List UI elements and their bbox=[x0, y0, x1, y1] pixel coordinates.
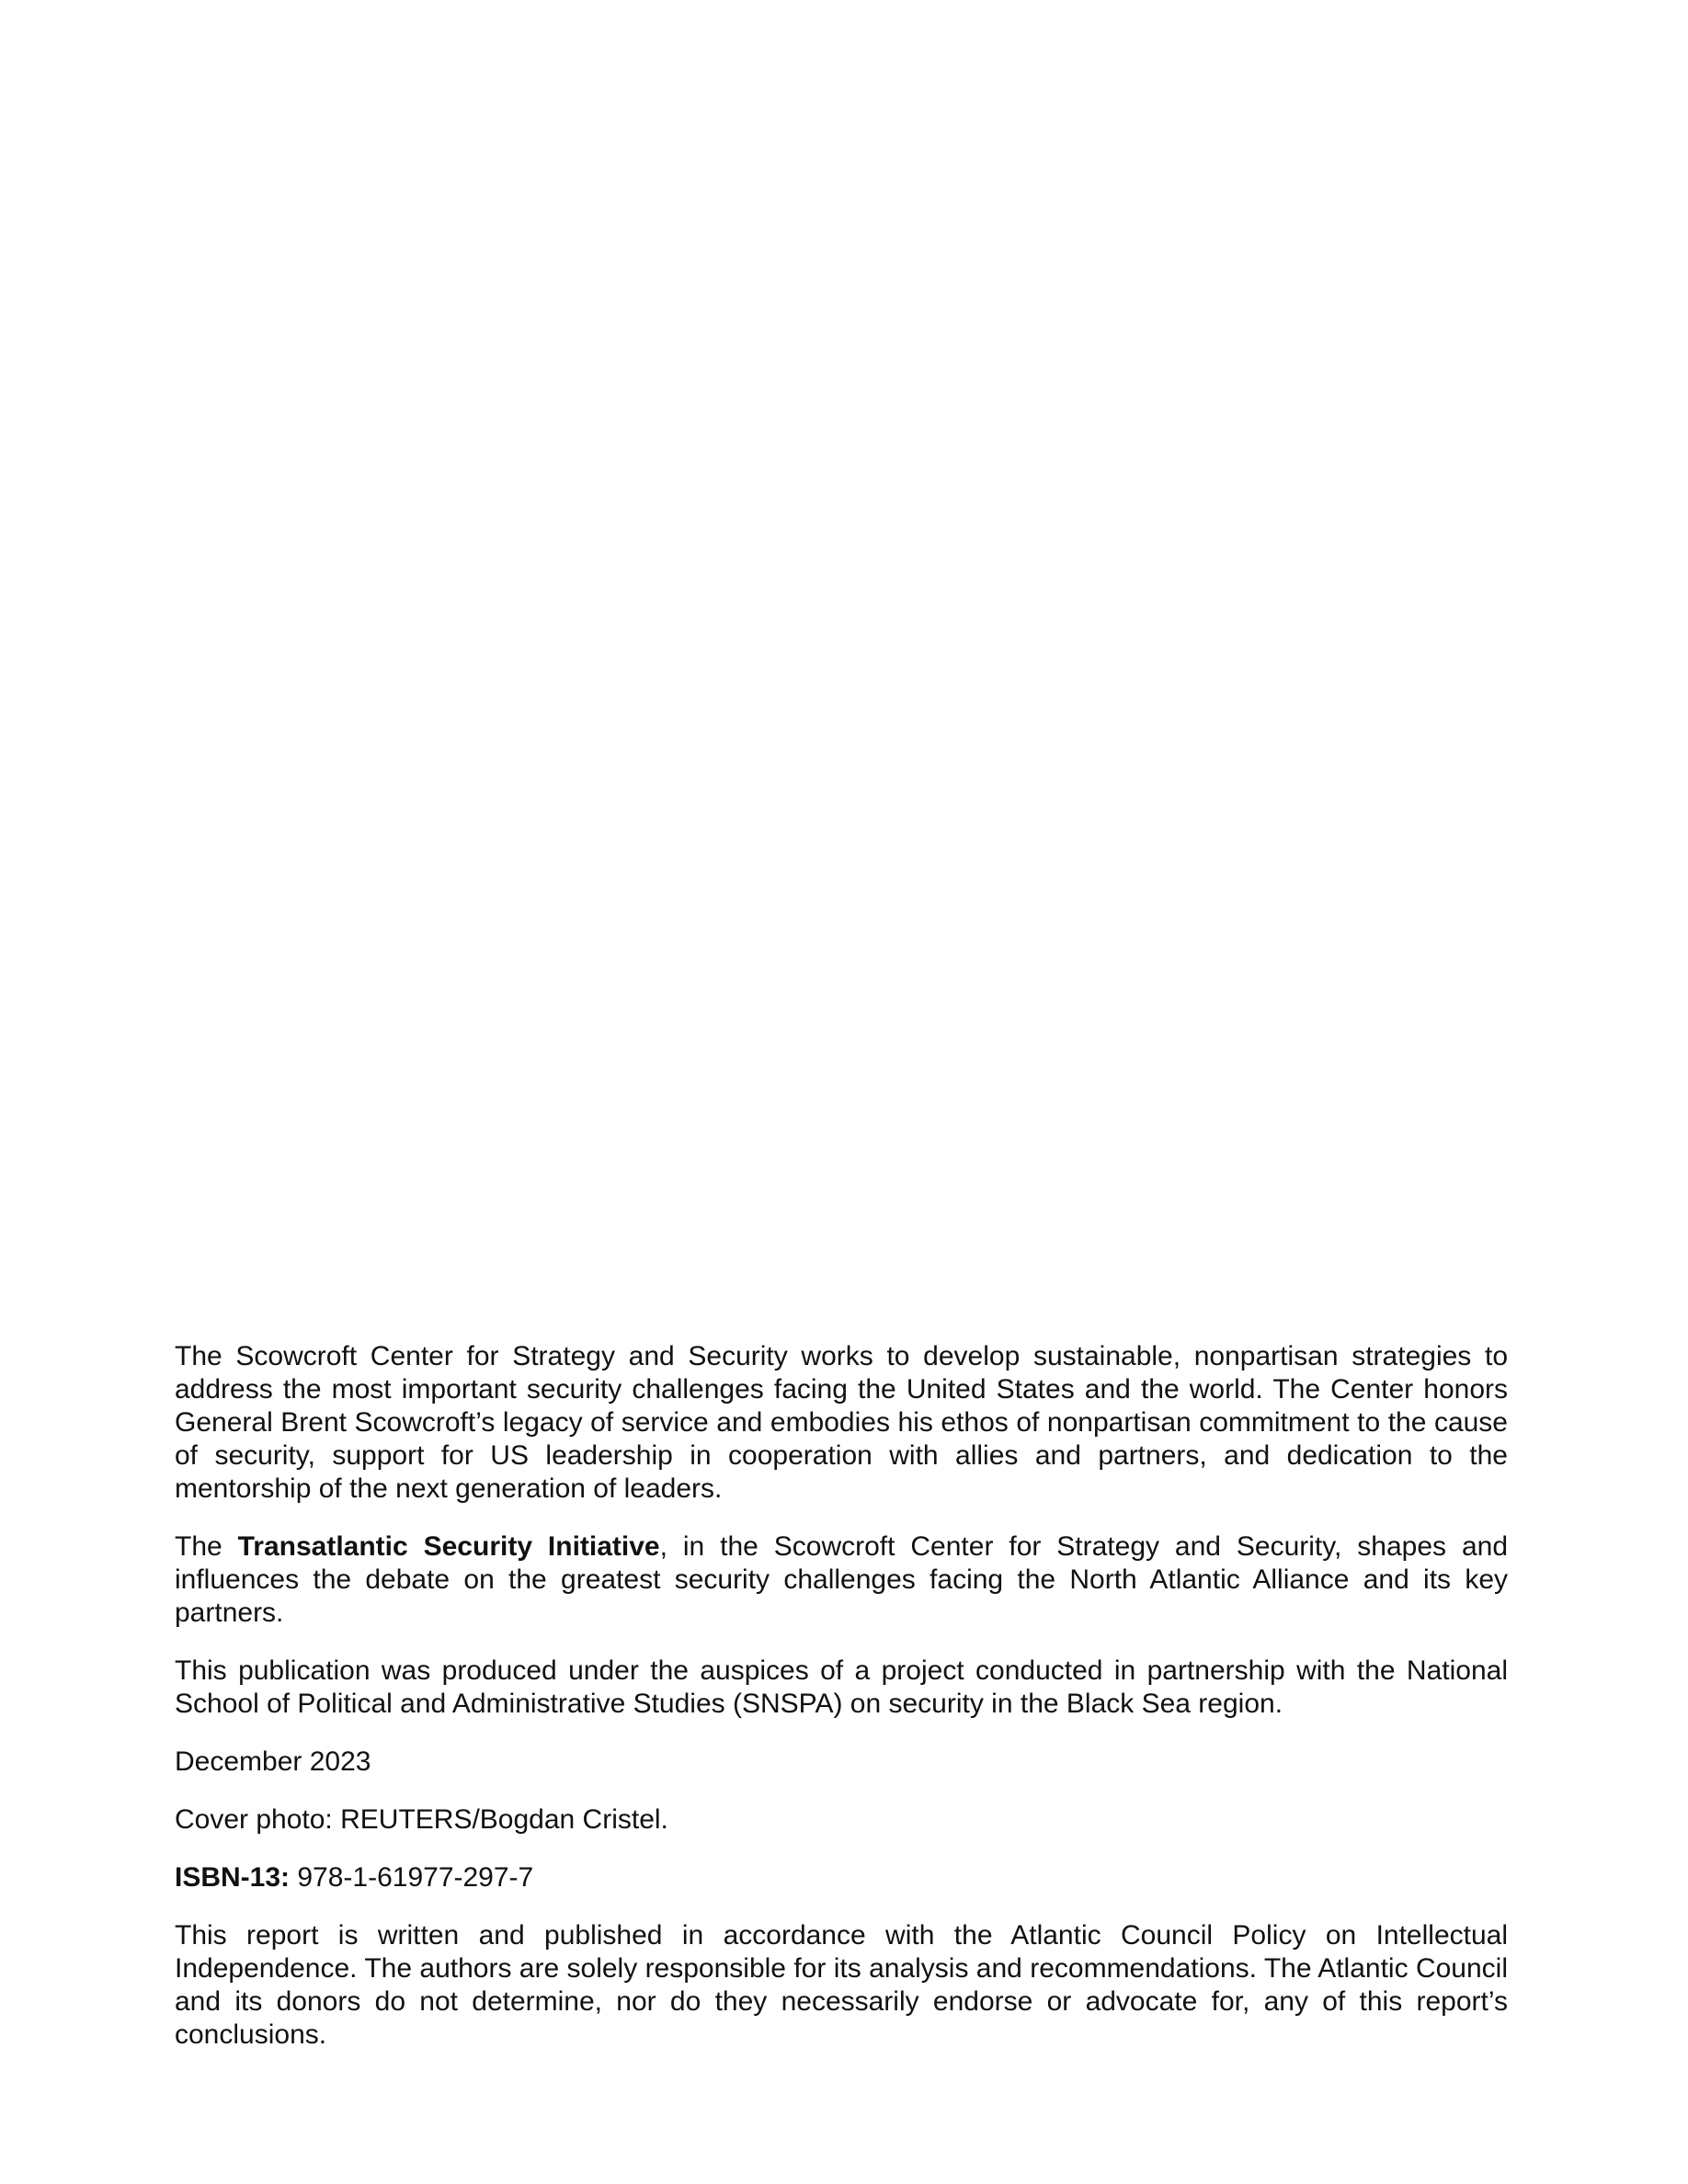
auspices-paragraph: This publication was produced under the auspices of a project conducted in partnership with the National School of Political and Administrative Studies (SNSPA) on security in the Black Sea region. bbox=[175, 1655, 1508, 1719]
tsi-description: , in the Scowcroft Center for Strategy and Security, shapes and influences the debate on the greatest security challenges facing the North Atlantic Alliance and its key partners. bbox=[175, 1531, 1509, 1628]
isbn-value: 978-1-61977-297-7 bbox=[290, 1862, 534, 1893]
transatlantic-security-initiative-paragraph bbox=[175, 1530, 1508, 1630]
scowcroft-center-paragraph: The Scowcroft Center for Strategy and Security works to develop sustainable, nonpartisan strategies to address the most important security challenges facing the United States and the world. The Center honors General Brent Scowcroft’s legacy of service and embodies his ethos of nonpartisan commitment to the cause of security, support for US leadership in cooperation with allies and partners, and dedication to the mentorship of the next generation of leaders. bbox=[175, 1341, 1508, 1504]
tsi-name: Transatlantic Security Initiative bbox=[237, 1531, 660, 1562]
isbn bbox=[175, 1861, 1508, 1894]
colophon bbox=[175, 1340, 1508, 2076]
intellectual-independence-paragraph: This report is written and published in accordance with the Atlantic Council Policy on Intellectual Independence. The authors are solely responsible for its analysis and recommendations. The Atlantic Council and its donors do not determine, nor do they necessarily endorse or advocate for, any of this report’s conclusions. bbox=[175, 1920, 1508, 2050]
cover-photo-credit: Cover photo: REUTERS/Bogdan Cristel. bbox=[175, 1804, 668, 1835]
publication-date: December 2023 bbox=[175, 1746, 371, 1777]
tsi-prefix-text: The bbox=[175, 1531, 238, 1562]
isbn-label: ISBN-13: bbox=[175, 1862, 291, 1893]
